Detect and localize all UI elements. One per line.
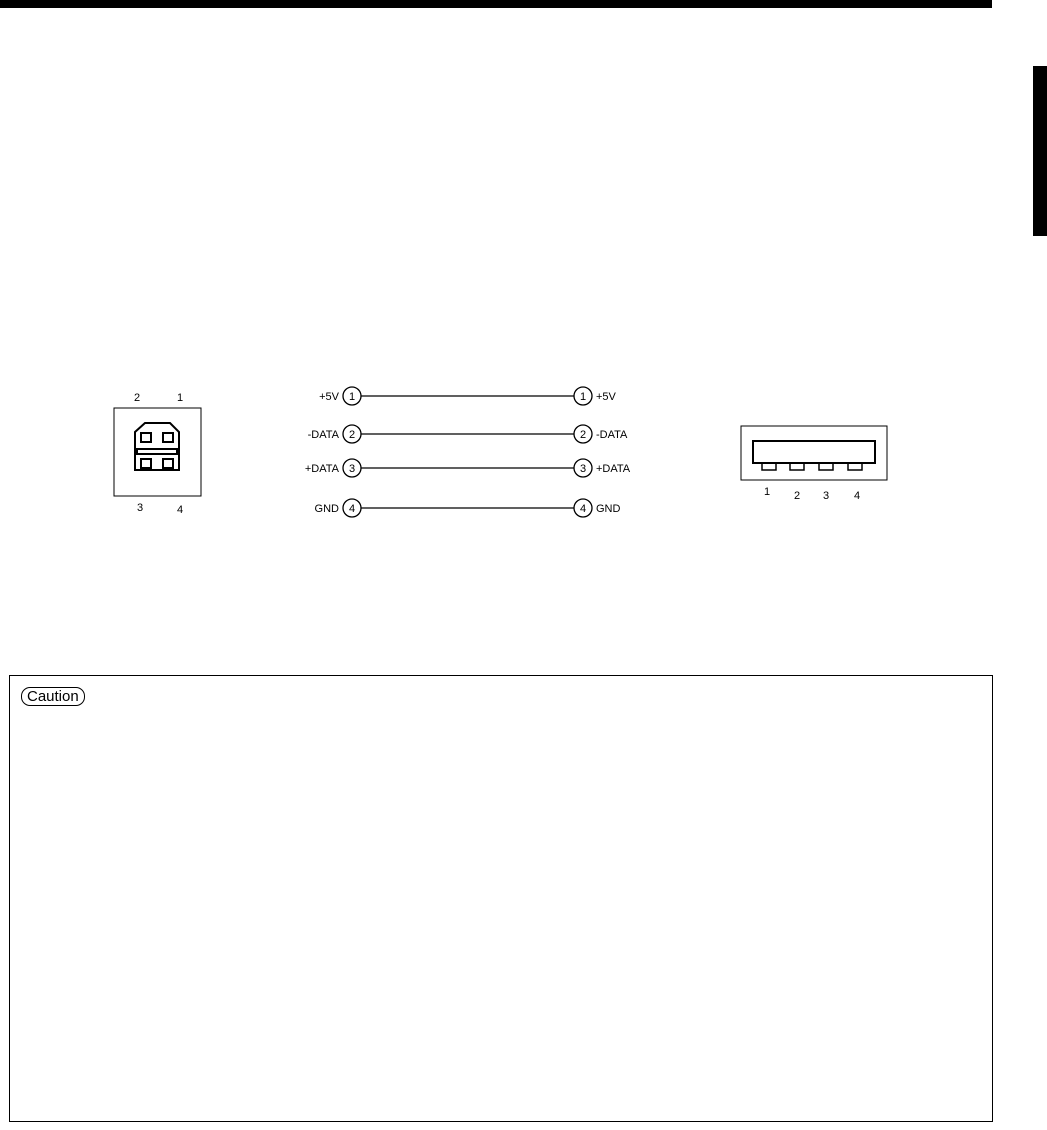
b-pin-label-top-right: 1 — [176, 392, 184, 404]
a-pin-label-2: 2 — [793, 490, 801, 502]
top-rule — [0, 0, 992, 8]
a-pin-1 — [762, 463, 776, 470]
left-signal-label: GND — [314, 503, 339, 515]
a-pin-4 — [848, 463, 862, 470]
side-tab-marker — [1033, 66, 1047, 236]
a-pin-2 — [790, 463, 804, 470]
caution-box — [9, 675, 993, 1122]
right-pin-number: 2 — [579, 429, 587, 441]
a-connector-slot — [753, 441, 875, 463]
right-pin-number: 1 — [579, 391, 587, 403]
a-pin-label-1: 1 — [763, 486, 771, 498]
b-pin-label-top-left: 2 — [133, 392, 141, 404]
usb-type-b-connector — [114, 392, 201, 516]
a-pin-3 — [819, 463, 833, 470]
wiring-row-2 — [308, 425, 628, 443]
right-signal-label: -DATA — [596, 429, 628, 441]
right-signal-label: +DATA — [596, 463, 631, 475]
b-pin-2 — [141, 433, 151, 442]
b-pin-label-bottom-left: 3 — [136, 502, 144, 514]
wiring-row-1 — [319, 387, 616, 405]
left-signal-label: -DATA — [307, 429, 339, 441]
right-signal-label: +5V — [596, 391, 616, 403]
wiring-row-3 — [305, 459, 631, 477]
a-pin-label-3: 3 — [822, 490, 830, 502]
b-pin-4 — [163, 459, 173, 468]
a-pin-label-4: 4 — [853, 490, 861, 502]
a-connector-outline — [741, 426, 887, 480]
usb-type-a-connector — [741, 426, 887, 502]
left-pin-number: 3 — [348, 463, 356, 475]
wiring-row-4 — [315, 499, 621, 517]
left-pin-number: 4 — [348, 503, 356, 515]
left-signal-label: +5V — [319, 391, 339, 403]
right-pin-number: 3 — [579, 463, 587, 475]
usb-pinout-diagram — [0, 370, 1047, 530]
b-pin-3 — [141, 459, 151, 468]
b-pin-label-bottom-right: 4 — [176, 504, 184, 516]
left-signal-label: +DATA — [304, 463, 339, 475]
left-pin-number: 1 — [348, 391, 356, 403]
b-connector-outline — [114, 408, 201, 496]
right-signal-label: GND — [596, 503, 621, 515]
right-pin-number: 4 — [579, 503, 587, 515]
b-pin-1 — [163, 433, 173, 442]
left-pin-number: 2 — [348, 429, 356, 441]
b-tongue — [137, 449, 177, 454]
caution-label: Caution — [21, 687, 85, 706]
